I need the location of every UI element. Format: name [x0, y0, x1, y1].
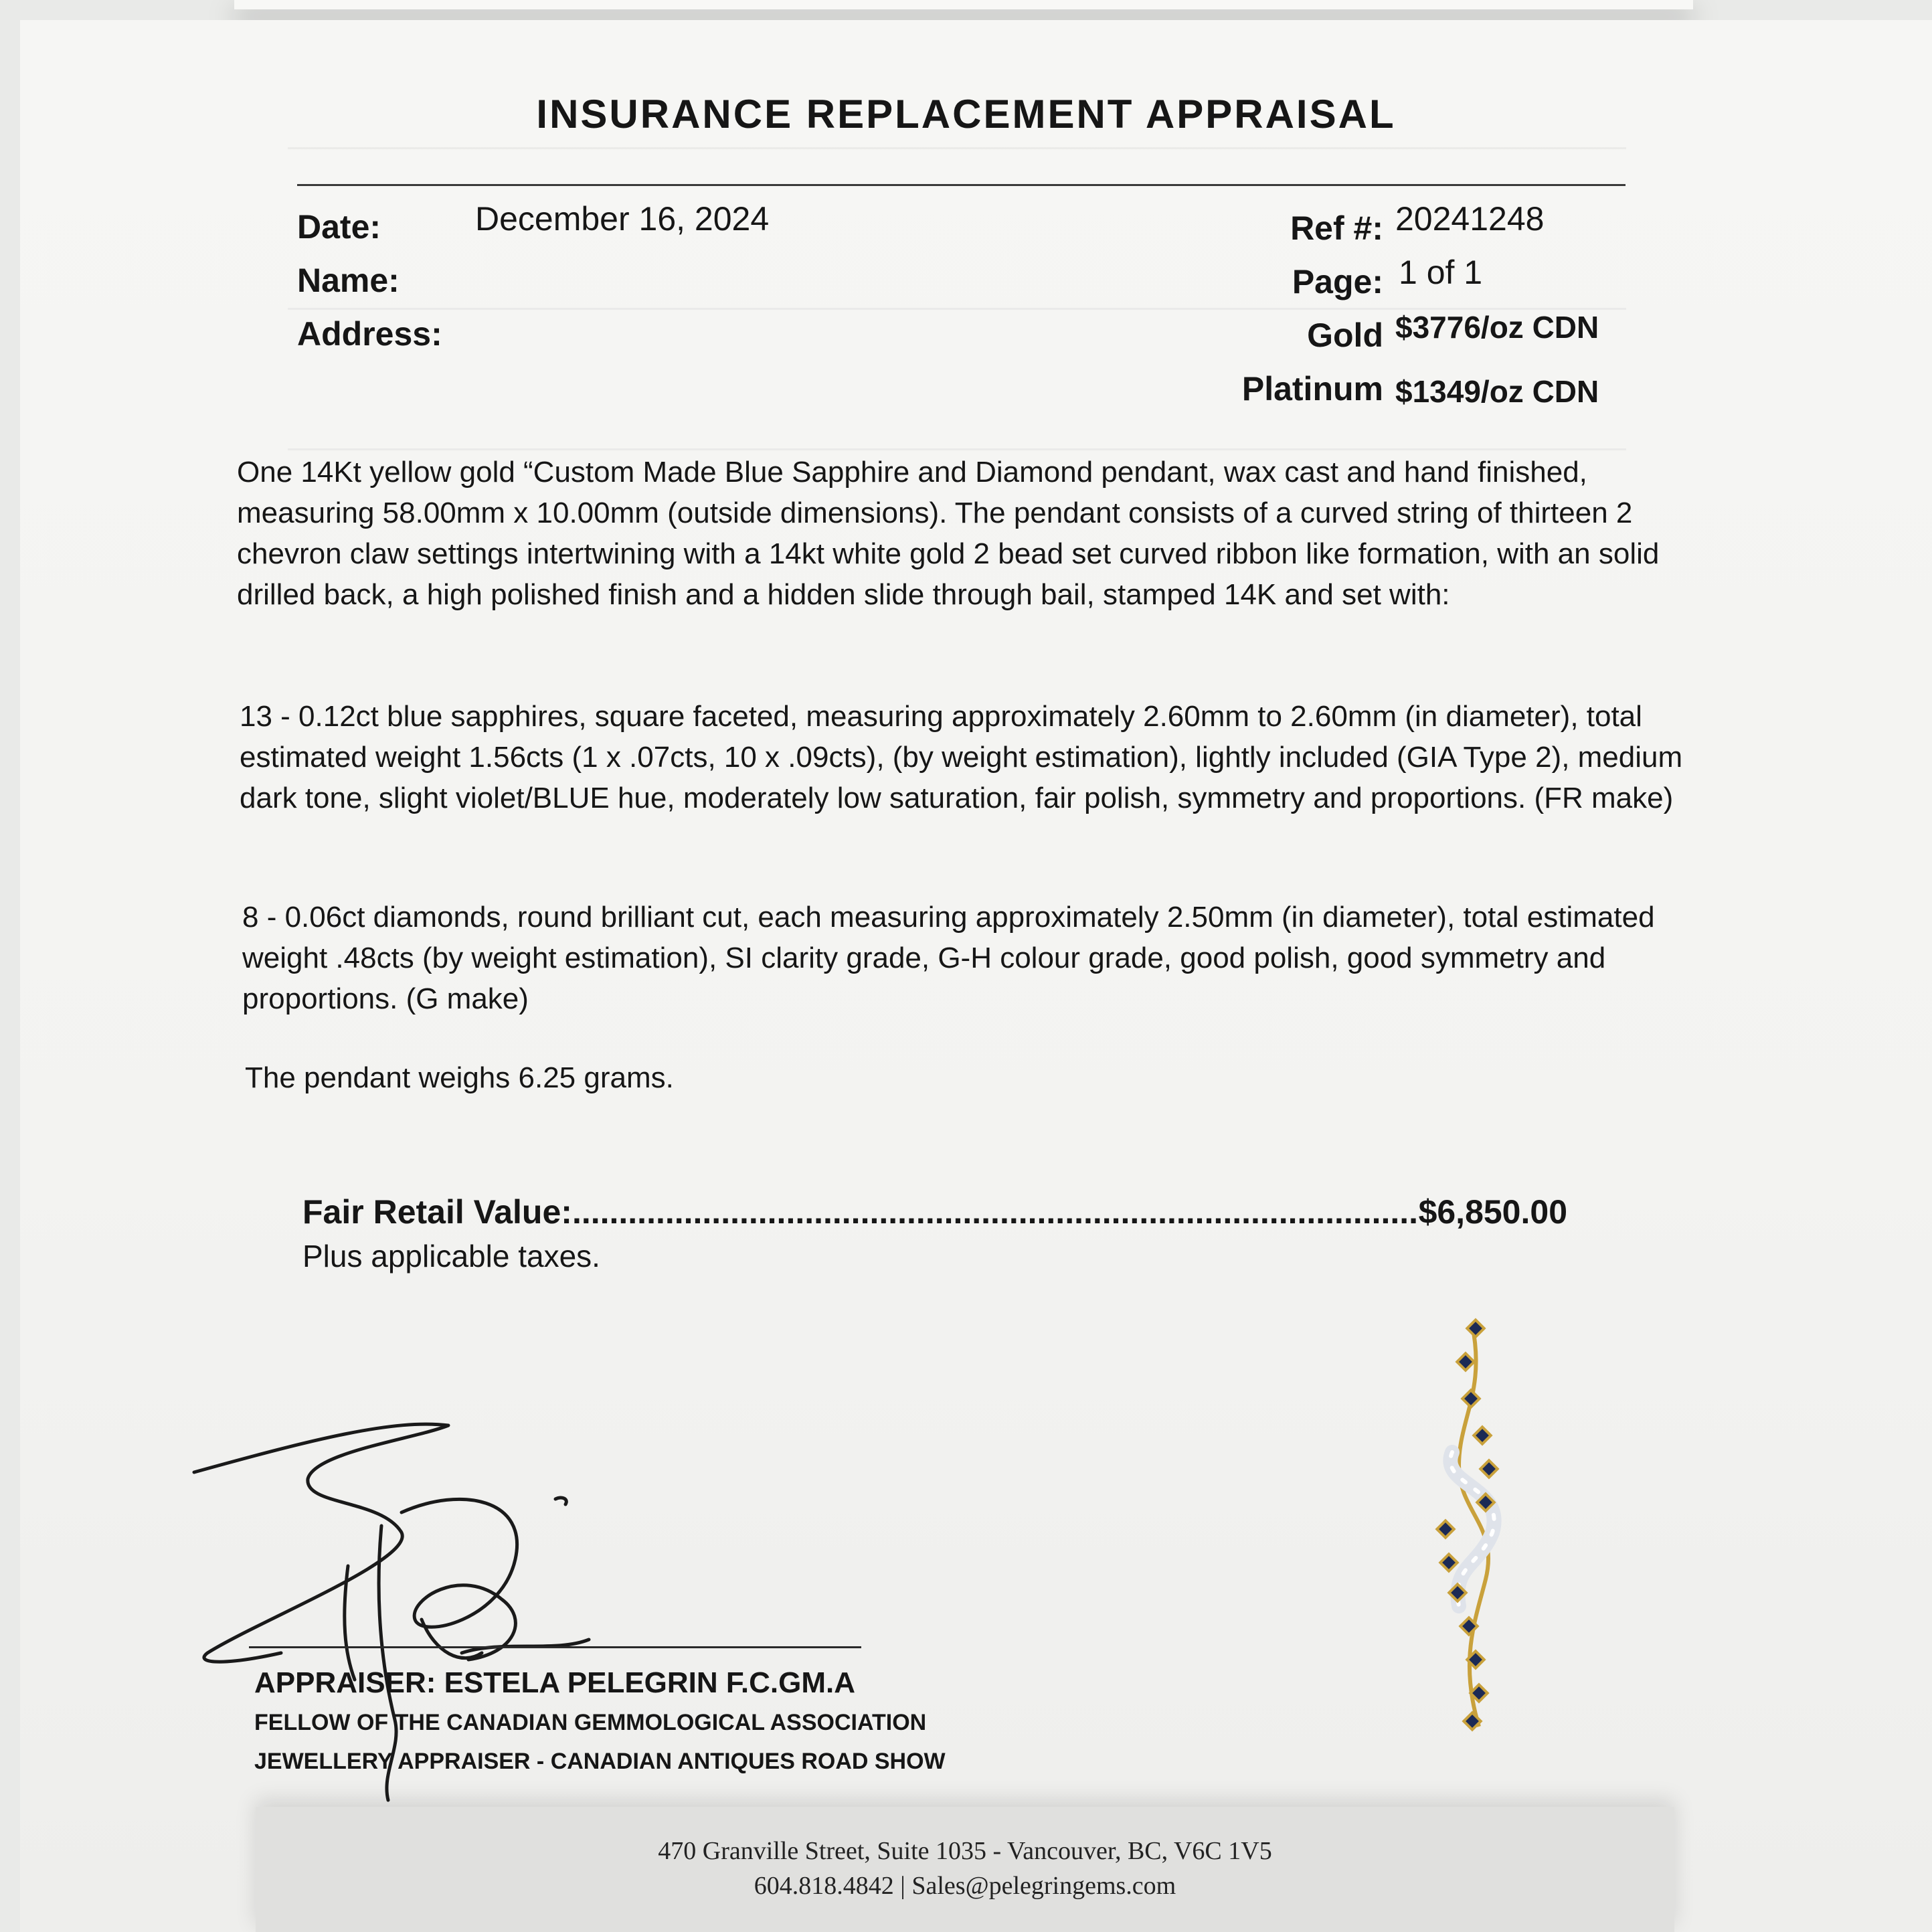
- name-label: Name:: [297, 262, 400, 299]
- page-label: Page:: [1292, 263, 1383, 300]
- dot-leader: [572, 1193, 1419, 1231]
- item-description: One 14Kt yellow gold “Custom Made Blue Sapphire and Diamond pendant, wax cast and hand finished, measuring 58.00mm x 10.00mm (outside dimensions). The pendant consists of a curved string of thirteen 2 chevron claw settings intertwining with a 14kt white gold 2 bead set curved ribbon like formation, with an solid drilled back, a high polished finish and a hidden slide through bail, stamped 14K and set with:: [237, 456, 1660, 611]
- gold-label: Gold: [1307, 317, 1383, 354]
- sapphire-details: 13 - 0.12ct blue sapphires, square faceted, measuring approximately 2.60mm to 2.60mm (in diameter), total estimated weight 1.56cts (1 x .07cts, 10 x .09cts), (by weight estimation), lightly included (GIA Type 2), medium dark tone, slight violet/BLUE hue, moderately low saturation, fair polish, symmetry and proportions. (FR make): [240, 700, 1683, 814]
- appraiser-fellowship: FELLOW OF THE CANADIAN GEMMOLOGICAL ASSOCIATION: [254, 1710, 927, 1735]
- page-value: 1 of 1: [1399, 254, 1483, 291]
- signature-line: [249, 1646, 861, 1648]
- bleed-through: [288, 147, 1626, 149]
- taxes-note: Plus applicable taxes.: [302, 1239, 600, 1274]
- ref-label: Ref #:: [1290, 209, 1383, 247]
- footer-address: 470 Granville Street, Suite 1035 - Vancouver, BC, V6C 1V5: [658, 1837, 1272, 1865]
- platinum-label: Platinum: [1241, 370, 1383, 408]
- date-value: December 16, 2024: [475, 200, 770, 238]
- fair-retail-label: Fair Retail Value:: [302, 1193, 572, 1231]
- footer-phone-email: 604.818.4842 | Sales@pelegringems.com: [754, 1872, 1176, 1900]
- platinum-price: $1349/oz CDN: [1395, 374, 1599, 409]
- paper-edge-above: [234, 0, 1693, 9]
- footer-contact: [256, 1807, 1674, 1932]
- appraiser-roadshow: JEWELLERY APPRAISER - CANADIAN ANTIQUES ROAD SHOW: [254, 1749, 946, 1774]
- appraiser-name: APPRAISER: ESTELA PELEGRIN F.C.GM.A: [254, 1666, 856, 1699]
- fair-retail-amount: $6,850.00: [1418, 1193, 1567, 1231]
- pendant-weight: The pendant weighs 6.25 grams.: [245, 1061, 674, 1094]
- address-label: Address:: [297, 315, 442, 353]
- pendant-photo: [1412, 1312, 1546, 1740]
- date-label: Date:: [297, 208, 381, 246]
- ref-value: 20241248: [1395, 200, 1545, 238]
- bleed-through: [288, 448, 1626, 450]
- header-rule: [297, 184, 1626, 186]
- fair-retail-value: [302, 1193, 1567, 1231]
- document-title: INSURANCE REPLACEMENT APPRAISAL: [536, 92, 1396, 137]
- diamond-details: 8 - 0.06ct diamonds, round brilliant cut, each measuring approximately 2.50mm (in diameter), total estimated weight .48cts (by weight estimation), SI clarity grade, G-H colour grade, good polish, good symmetry and proportions. (G make): [242, 901, 1655, 1015]
- gold-price: $3776/oz CDN: [1395, 310, 1599, 345]
